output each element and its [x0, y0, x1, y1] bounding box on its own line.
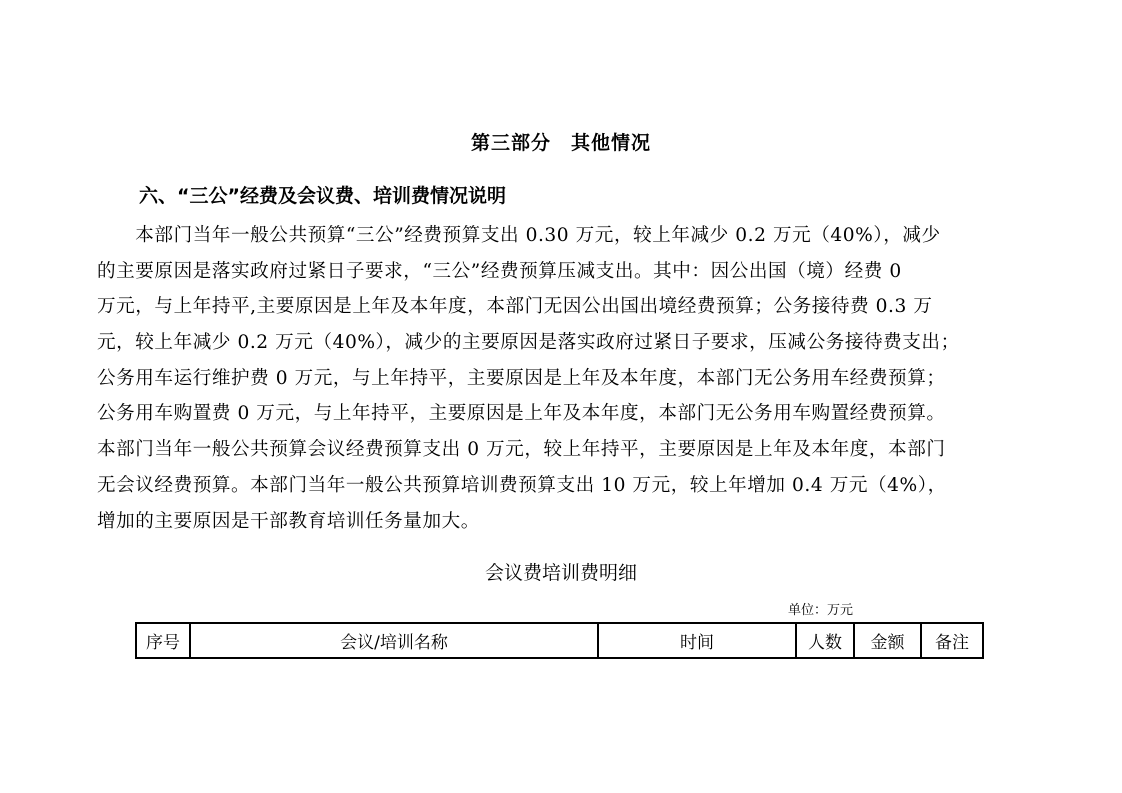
header-cell-time: 时间 — [598, 623, 796, 658]
paragraph-line: 万元，与上年持平,主要原因是上年及本年度，本部门无因公出国出境经费预算；公务接待费 0.3 万 — [97, 296, 933, 317]
header-cell-index: 序号 — [136, 623, 190, 658]
paragraph-line: 本部门当年一般公共预算“三公”经费预算支出 0.30 万元，较上年减少 0.2 万元（40%），减少 — [97, 225, 941, 246]
paragraph-line: 无会议经费预算。本部门当年一般公共预算培训费预算支出 10 万元，较上年增加 0.4 万元（4%）， — [97, 475, 947, 496]
header-cell-remark: 备注 — [921, 623, 983, 658]
paragraph-line: 公务用车购置费 0 万元，与上年持平，主要原因是上年及本年度，本部门无公务用车购置经费预算。 — [97, 403, 946, 424]
table-header-row — [136, 623, 983, 658]
paragraph-line: 公务用车运行维护费 0 万元，与上年持平，主要原因是上年及本年度，本部门无公务用车经费预算； — [97, 368, 946, 389]
paragraph-line: 元，较上年减少 0.2 万元（40%），减少的主要原因是落实政府过紧日子要求，压减公务接待费支出； — [97, 332, 960, 353]
paragraph-line: 增加的主要原因是干部教育培训任务量加大。 — [97, 511, 480, 532]
unit-label: 单位：万元 — [788, 603, 854, 618]
paragraph-line: 的主要原因是落实政府过紧日子要求，“三公”经费预算压减支出。其中：因公出国（境）经费 0 — [97, 261, 902, 282]
meeting-training-fee-table — [135, 622, 984, 659]
table-title: 会议费培训费明细 — [484, 562, 637, 584]
header-cell-amount: 金额 — [854, 623, 921, 658]
paragraph-line: 本部门当年一般公共预算会议经费预算支出 0 万元，较上年持平，主要原因是上年及本年度，本部门 — [97, 439, 946, 460]
header-cell-name: 会议/培训名称 — [190, 623, 598, 658]
part-title: 第三部分 其他情况 — [470, 132, 651, 154]
header-cell-count: 人数 — [796, 623, 854, 658]
section-heading: 六、“三公”经费及会议费、培训费情况说明 — [139, 185, 506, 207]
